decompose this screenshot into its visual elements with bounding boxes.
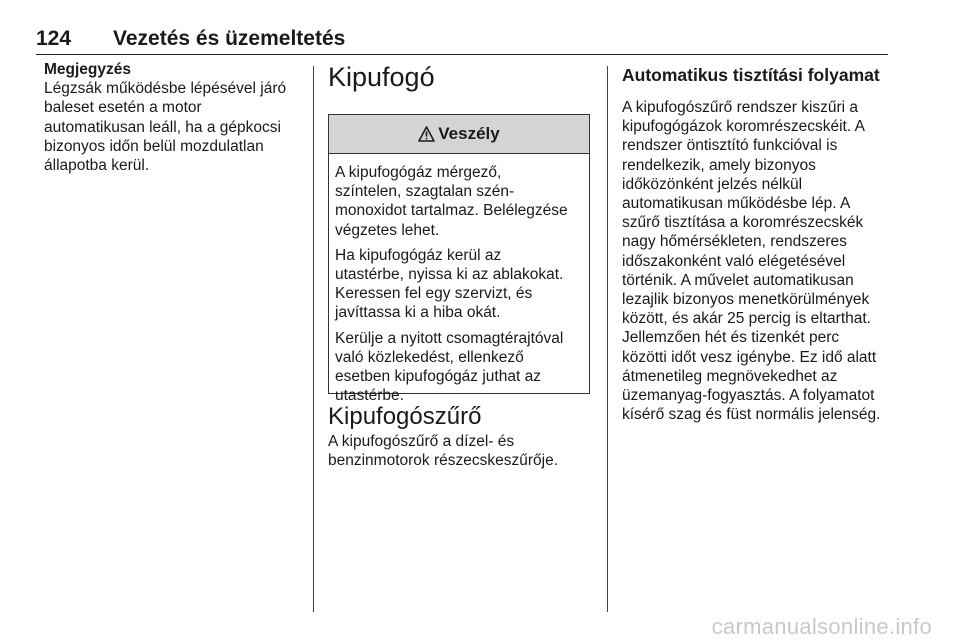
auto-cleaning-body bbox=[622, 98, 890, 424]
warning-paragraph bbox=[335, 329, 583, 406]
exhaust-column bbox=[328, 60, 592, 470]
exhaust-heading: Kipufogó bbox=[328, 62, 435, 92]
auto-cleaning-line: rendelkezik, amely bizonyos bbox=[622, 156, 816, 174]
auto-cleaning-line: Jellemzően hét és tizenkét perc bbox=[622, 329, 840, 347]
auto-cleaning-line: átmenetileg megnövekedhet az bbox=[622, 367, 838, 385]
warning-line: utastérbe, nyissa ki az ablakokat. bbox=[335, 266, 564, 284]
note-title: Megjegyzés bbox=[44, 61, 132, 78]
warning-triangle-icon bbox=[418, 126, 435, 142]
auto-cleaning-line: üzemanyag-fogyasztás. A folyamatot bbox=[622, 387, 875, 405]
auto-cleaning-line: kísérő szag és füst normális jelenség. bbox=[622, 406, 881, 424]
warning-line: Keressen fel egy szervizt, és bbox=[335, 285, 533, 303]
note-line: Légzsák működésbe lépésével járó bbox=[44, 80, 287, 98]
warning-paragraph bbox=[335, 246, 583, 323]
note-line: állapotba kerül. bbox=[44, 157, 150, 175]
warning-line: Kerülje a nyitott csomagtérajtóval bbox=[335, 329, 564, 347]
warning-line: monoxidot tartalmaz. Belélegzése bbox=[335, 202, 568, 220]
watermark: carmanualsonline.info bbox=[711, 614, 932, 639]
note-body bbox=[44, 79, 302, 175]
warning-line: végzetes lehet. bbox=[335, 221, 440, 239]
warning-paragraph bbox=[335, 163, 583, 240]
warning-line: javíttassa ki a hiba okát. bbox=[335, 304, 501, 322]
note-column bbox=[44, 60, 302, 175]
auto-cleaning-line: történik. A művelet automatikusan bbox=[622, 271, 854, 289]
warning-line: való közlekedést, ellenkező bbox=[335, 348, 524, 366]
auto-cleaning-line: között, és akár 25 percig is eltarthat. bbox=[622, 310, 871, 328]
warning-title: Veszély bbox=[438, 124, 500, 143]
auto-cleaning-column bbox=[622, 60, 890, 424]
warning-line: Ha kipufogógáz kerül az bbox=[335, 246, 502, 264]
auto-cleaning-line: lezajlik bizonyos menetkörülmények bbox=[622, 291, 870, 309]
auto-cleaning-line: szűrő tisztítása a koromrészecskék bbox=[622, 214, 864, 232]
danger-warning-box bbox=[328, 114, 590, 405]
auto-cleaning-line: közötti időt vesz igénybe. Ez idő alatt bbox=[622, 348, 877, 366]
column-divider-left bbox=[313, 66, 314, 612]
filter-section bbox=[328, 402, 592, 470]
auto-cleaning-line: nagy hőmérsékleten, rendszeres bbox=[622, 233, 847, 251]
auto-cleaning-line: A kipufogószűrő rendszer kiszűri a bbox=[622, 99, 859, 116]
note-line: bizonyos időn belül mozdulatlan bbox=[44, 137, 264, 155]
warning-header bbox=[329, 115, 589, 154]
filter-line: benzinmotorok részecskeszűrője. bbox=[328, 452, 559, 470]
warning-line: színtelen, szagtalan szén- bbox=[335, 183, 515, 201]
auto-cleaning-line: rendszer öntisztító funkcióval is bbox=[622, 137, 838, 155]
note-line: baleset esetén a motor bbox=[44, 99, 202, 117]
warning-line: A kipufogógáz mérgező, bbox=[335, 164, 502, 181]
filter-line: A kipufogószűrő a dízel- és bbox=[328, 433, 515, 450]
filter-heading: Kipufogószűrő bbox=[328, 403, 482, 430]
auto-cleaning-heading: Automatikus tisztítási folyamat bbox=[622, 65, 880, 85]
chapter-title: Vezetés és üzemeltetés bbox=[113, 27, 346, 50]
auto-cleaning-line: kipufogógázok koromrészecskéit. A bbox=[622, 118, 865, 136]
warning-line: esetben kipufogógáz juthat az bbox=[335, 368, 541, 386]
warning-line: utastérbe. bbox=[335, 387, 404, 405]
auto-cleaning-line: időszakonként való elégetésével bbox=[622, 252, 846, 270]
auto-cleaning-line: automatikusan működésbe lép. A bbox=[622, 195, 851, 213]
note-line: automatikusan leáll, ha a gépkocsi bbox=[44, 118, 281, 136]
warning-body bbox=[329, 154, 589, 405]
auto-cleaning-line: időközönként jelzés nélkül bbox=[622, 175, 803, 193]
page-header bbox=[36, 26, 888, 55]
page-number: 124 bbox=[36, 27, 72, 50]
column-divider-right bbox=[607, 66, 608, 612]
